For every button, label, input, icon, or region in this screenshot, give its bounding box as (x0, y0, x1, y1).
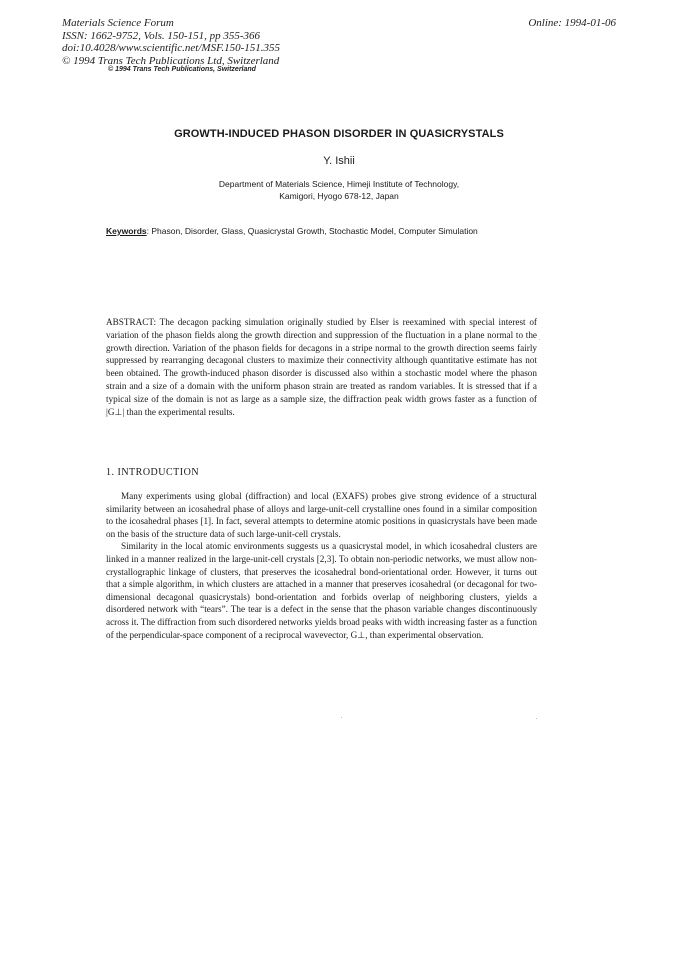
scan-speck (539, 339, 540, 340)
affiliation (0, 179, 678, 202)
issn-line: ISSN: 1662-9752, Vols. 150-151, pp 355-366 (62, 29, 260, 42)
doi-line: doi:10.4028/www.scientific.net/MSF.150-151.355 (62, 42, 281, 54)
original-copyright: © 1994 Trans Tech Publications, Switzerland (108, 66, 256, 73)
abstract: ABSTRACT: The decagon packing simulation originally studied by Elser is reexamined with special interest of variation of the phason fields along the growth direction and suppression of the fluctuation in a plane normal to the growth direction. Variation of the phason fields for decagons in a stripe normal to the growth direction seems fairly suppressed by rearranging decagonal clusters to maximize their connectivity although quantitative estimate has not been obtained. The growth-induced phason disorder is discussed also within a stochastic model where the phason strain and a size of a domain with the uniform phason strain are treated as random variables. It is stressed that if a typical size of the domain is not as large as a sample size, the diffraction peak width grows faster as a function of |G⊥| than the experimental results. (106, 317, 537, 417)
copyright-line: © 1994 Trans Tech Publications Ltd, Switzerland (62, 54, 280, 67)
journal-name: Materials Science Forum (62, 17, 174, 29)
keywords-label: Keywords (106, 226, 147, 236)
paper-author: Y. Ishii (323, 155, 355, 167)
introduction-body (106, 490, 537, 641)
paragraph: Similarity in the local atomic environments suggests us a quasicrystal model, in which icosahedral clusters are linked in a manner realized in the large-unit-cell crystals [2,3]. To obtain non-periodic networks, we must allow non-crystallographic linkage of clusters, that preserves the icosahedral bond-orientational order. However, it turns out that a simple algorithm, in which clusters are attached in a manner that preserves icosahedral (or decagonal for two-dimensional decagonal quasicrystals) bond-orientation and forbids overlap of neighboring clusters, yields a disordered network with “tears”. The tear is a defect in the sense that the phason variable changes discontinuously across it. The diffraction from such disordered networks yields broad peaks with width increasing faster as a function of the perpendicular-space component of a reciprocal wavevector, G⊥, than experimental observation. (106, 541, 537, 640)
journal-header (62, 17, 280, 67)
affiliation-line-1: Department of Materials Science, Himeji Institute of Technology, (218, 179, 460, 189)
paragraph: Many experiments using global (diffraction) and local (EXAFS) probes give strong evidence of a structural similarity between an icosahedral phase of alloys and large-unit-cell crystalline ones found in a similar composition to the icosahedral phases [1]. In fact, several attempts to determine atomic positions in quasicrystals have been made on the basis of the structure data of such large-unit-cell crystals. (106, 491, 537, 539)
keywords-text: : Phason, Disorder, Glass, Quasicrystal Growth, Stochastic Model, Computer Simulation (146, 226, 478, 236)
paper-title: GROWTH-INDUCED PHASON DISORDER IN QUASICRYSTALS (174, 128, 504, 140)
scan-speck (536, 718, 537, 719)
section-heading: 1. INTRODUCTION (106, 467, 200, 478)
affiliation-line-2: Kamigori, Hyogo 678-12, Japan (279, 190, 399, 201)
scan-speck (341, 717, 342, 718)
keywords (106, 226, 536, 238)
online-date: Online: 1994-01-06 (528, 17, 616, 29)
